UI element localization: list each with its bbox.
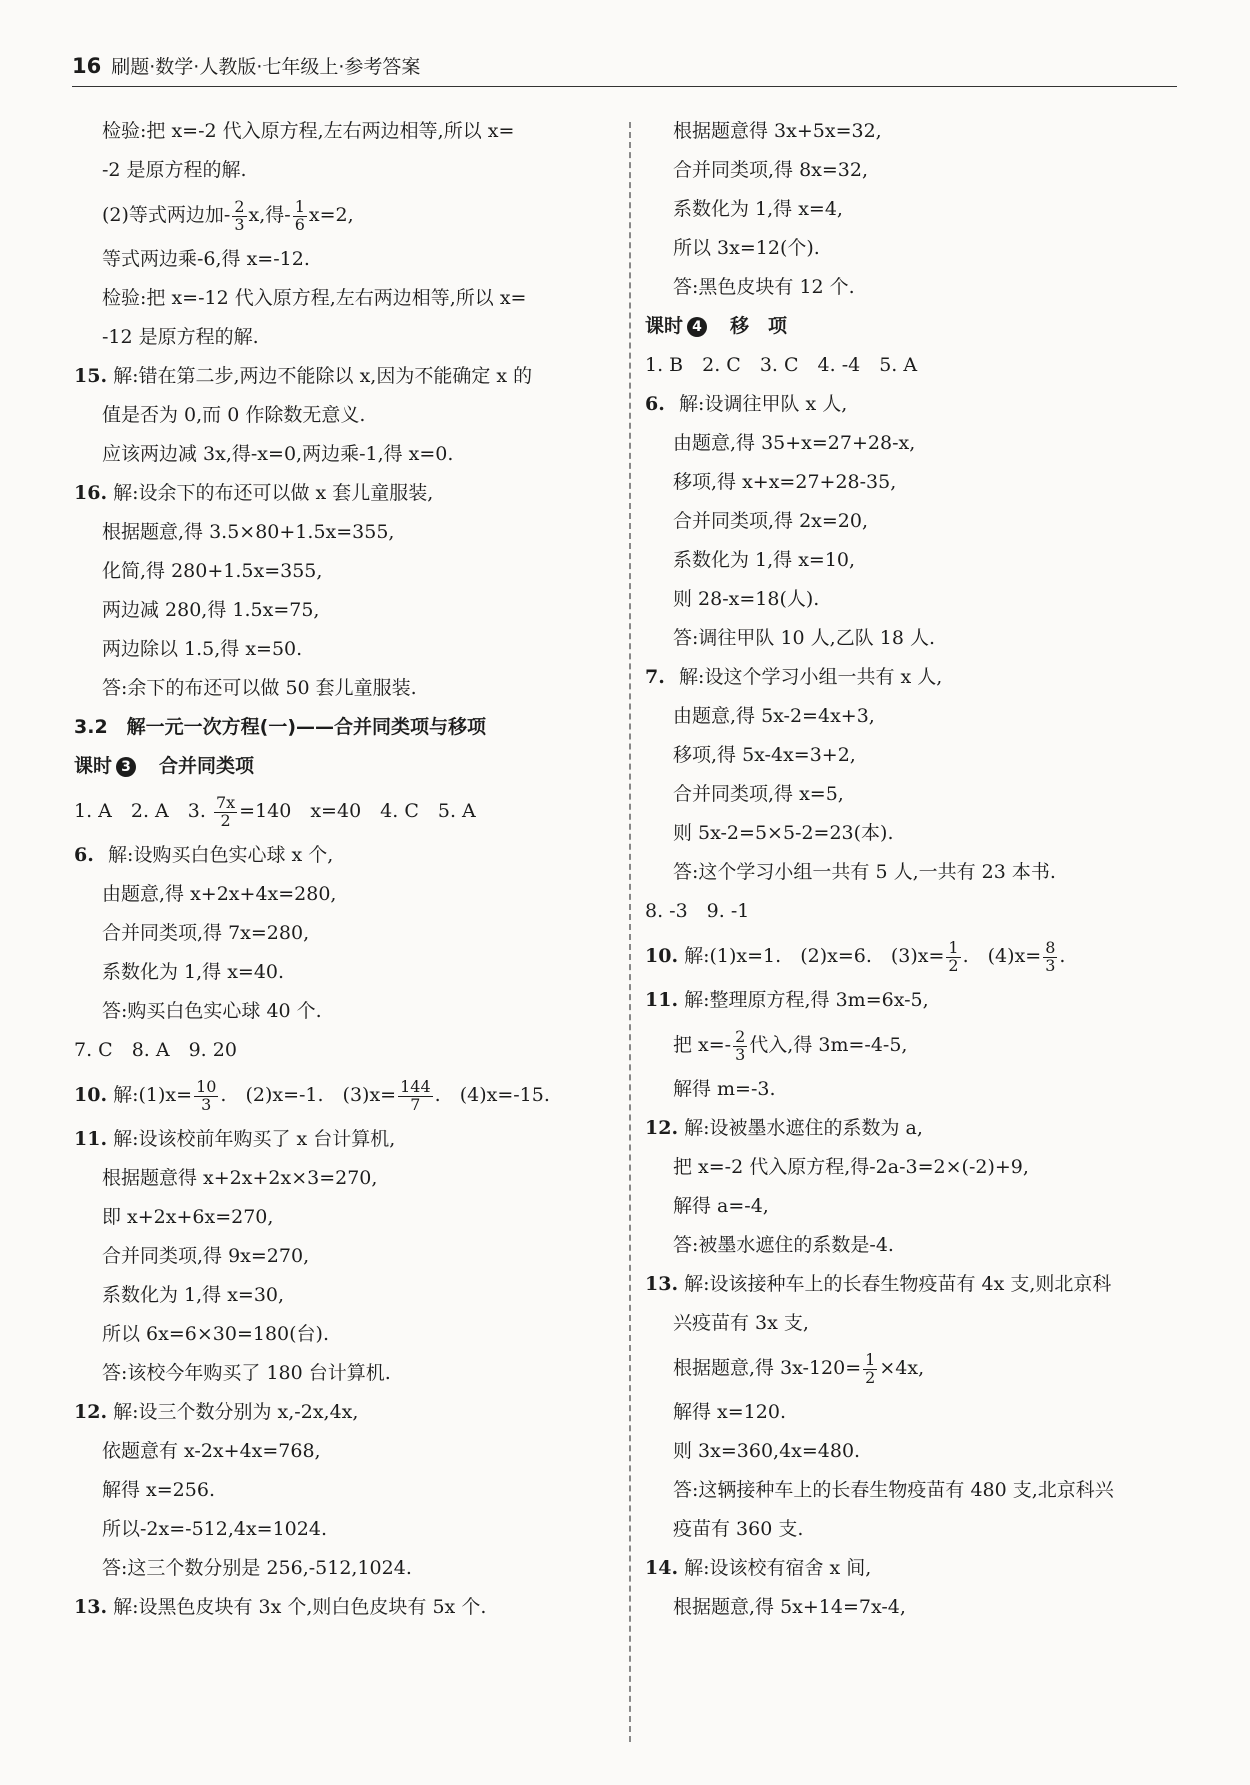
answer-line: 所以 6x=6×30=180(台). [102, 1323, 329, 1345]
answer-line: 把 x=-2 代入原方程,得-2a-3=2×(-2)+9, [673, 1156, 1029, 1178]
answer-line: 等式两边乘-6,得 x=-12. [102, 248, 310, 270]
lesson-number-badge: 4 [687, 317, 707, 337]
answer-line: 两边减 280,得 1.5x=75, [102, 599, 320, 621]
answer-line: 答:被墨水遮住的系数是-4. [673, 1234, 894, 1256]
answer-line: 答:调往甲队 10 人,乙队 18 人. [673, 627, 935, 649]
fraction: $\frac{1}{2}$ [865, 1349, 876, 1387]
answer-line: 答:购买白色实心球 40 个. [102, 1000, 322, 1022]
question-11: 11. 解:整理原方程,得 3m=6x-5, [645, 989, 929, 1011]
page-title: 刷题·数学·人教版·七年级上·参考答案 [111, 56, 421, 78]
answer-line: 根据题意,得 5x+14=7x-4, [673, 1596, 906, 1618]
lesson-number-badge: 3 [116, 757, 136, 777]
answer-line: 两边除以 1.5,得 x=50. [102, 638, 303, 660]
answer-line: 由题意,得 x+2x+4x=280, [102, 883, 337, 905]
question-11: 11. 解:设该校前年购买了 x 台计算机, [74, 1128, 396, 1150]
answer-line: 则 28-x=18(人). [673, 588, 820, 610]
answer-line: 疫苗有 360 支. [673, 1518, 804, 1540]
answer-line: 系数化为 1,得 x=10, [673, 549, 856, 571]
answer-line: 答:这辆接种车上的长春生物疫苗有 480 支,北京科兴 [673, 1479, 1114, 1501]
right-column [645, 112, 1185, 1627]
answer-line: 1. A 2. A 3. $\frac{7x}{2}$ =140 x=40 4. C 5. A [74, 792, 476, 830]
answer-line: 即 x+2x+6x=270, [102, 1206, 274, 1228]
answer-line: 系数化为 1,得 x=40. [102, 961, 285, 983]
answer-line: 根据题意得 x+2x+2x×3=270, [102, 1167, 378, 1189]
fraction: $\frac{10}{3}$ [196, 1076, 217, 1114]
answer-line: 答:黑色皮块有 12 个. [673, 276, 855, 298]
answer-line: 解得 x=256. [102, 1479, 215, 1501]
answer-line: 根据题意得 3x+5x=32, [673, 120, 882, 142]
answer-line: 合并同类项,得 7x=280, [102, 922, 310, 944]
answer-line: 答:这三个数分别是 256,-512,1024. [102, 1557, 412, 1579]
question-12: 12. 解:设被墨水遮住的系数为 a, [645, 1117, 923, 1139]
page-header [72, 52, 1177, 87]
answer-line: 移项,得 5x-4x=3+2, [673, 744, 856, 766]
answer-line: 化简,得 280+1.5x=355, [102, 560, 323, 582]
left-column [74, 112, 614, 1627]
answer-line: 解得 x=120. [673, 1401, 786, 1423]
page-number: 16 [72, 54, 102, 78]
answer-line: 兴疫苗有 3x 支, [673, 1312, 809, 1334]
section-heading: 3.2 解一元一次方程(一)——合并同类项与移项 [74, 716, 487, 738]
answer-line: 应该两边减 3x,得-x=0,两边乘-1,得 x=0. [102, 443, 454, 465]
answer-line: 解得 m=-3. [673, 1078, 776, 1100]
answer-line: 系数化为 1,得 x=30, [102, 1284, 285, 1306]
answer-line: 由题意,得 5x-2=4x+3, [673, 705, 875, 727]
answer-line: 答:这个学习小组一共有 5 人,一共有 23 本书. [673, 861, 1056, 883]
answer-line: 所以-2x=-512,4x=1024. [102, 1518, 327, 1540]
answer-line: 合并同类项,得 8x=32, [673, 159, 869, 181]
question-7: 7. 解:设这个学习小组一共有 x 人, [645, 666, 943, 688]
answer-line: 移项,得 x+x=27+28-35, [673, 471, 897, 493]
question-6: 6. 解:设调往甲队 x 人, [645, 393, 848, 415]
lesson-heading: 课时 3 合并同类项 [74, 755, 255, 777]
question-6: 6. 解:设购买白色实心球 x 个, [74, 844, 334, 866]
fraction: $\frac{8}{3}$ [1045, 937, 1056, 975]
answer-line: 则 5x-2=5×5-2=23(本). [673, 822, 894, 844]
answer-line: 根据题意,得 3.5×80+1.5x=355, [102, 521, 395, 543]
answer-line: 所以 3x=12(个). [673, 237, 820, 259]
answer-line: 合并同类项,得 x=5, [673, 783, 844, 805]
answer-line: 由题意,得 35+x=27+28-x, [673, 432, 916, 454]
answer-line: 值是否为 0,而 0 作除数无意义. [102, 404, 366, 426]
fraction: $\frac{7x}{2}$ [215, 792, 236, 830]
answer-line: 检验:把 x=-2 代入原方程,左右两边相等,所以 x= [102, 120, 515, 142]
fraction: $\frac{1}{6}$ [294, 196, 305, 234]
answer-line: 系数化为 1,得 x=4, [673, 198, 843, 220]
fraction: $\frac{2}{3}$ [234, 196, 245, 234]
question-13: 13. 解:设黑色皮块有 3x 个,则白色皮块有 5x 个. [74, 1596, 487, 1618]
answer-line: 答:该校今年购买了 180 台计算机. [102, 1362, 391, 1384]
answer-line: -2 是原方程的解. [102, 159, 247, 181]
fraction: $\frac{2}{3}$ [735, 1026, 746, 1064]
answer-line: 解得 a=-4, [673, 1195, 769, 1217]
answer-line: 1. B 2. C 3. C 4. -4 5. A [645, 354, 918, 376]
fraction: $\frac{1}{2}$ [948, 937, 959, 975]
question-12: 12. 解:设三个数分别为 x,-2x,4x, [74, 1401, 359, 1423]
lesson-heading: 课时 4 移 项 [645, 315, 788, 337]
answer-line: 检验:把 x=-12 代入原方程,左右两边相等,所以 x= [102, 287, 527, 309]
answer-line: 答:余下的布还可以做 50 套儿童服装. [102, 677, 417, 699]
question-16: 16. 解:设余下的布还可以做 x 套儿童服装, [74, 482, 434, 504]
answer-line: 依题意有 x-2x+4x=768, [102, 1440, 321, 1462]
column-divider [629, 122, 631, 1742]
answer-line: 把 x=- $\frac{2}{3}$ 代入,得 3m=-4-5, [673, 1026, 908, 1064]
answer-line: -12 是原方程的解. [102, 326, 259, 348]
question-10: 10. 解:(1)x=1. (2)x=6. (3)x= $\frac{1}{2}$ . (4)x= $\frac{8}{3}$ . [645, 937, 1066, 975]
question-10: 10. 解:(1)x= $\frac{10}{3}$ . (2)x=-1. (3)x= $\frac{144}{7}$ . (4)x=-15. [74, 1076, 550, 1114]
question-15: 15. 解:错在第二步,两边不能除以 x,因为不能确定 x 的 [74, 365, 533, 387]
fraction: $\frac{144}{7}$ [400, 1076, 431, 1114]
answer-line: 根据题意,得 3x-120= $\frac{1}{2}$ ×4x, [673, 1349, 925, 1387]
answer-line: 合并同类项,得 9x=270, [102, 1245, 310, 1267]
question-13: 13. 解:设该接种车上的长春生物疫苗有 4x 支,则北京科 [645, 1273, 1112, 1295]
answer-line: 合并同类项,得 2x=20, [673, 510, 869, 532]
answer-line: (2)等式两边加- $\frac{2}{3}$ x,得- $\frac{1}{6}$ x=2, [102, 196, 354, 234]
answer-line: 则 3x=360,4x=480. [673, 1440, 861, 1462]
answer-line: 7. C 8. A 9. 20 [74, 1039, 237, 1061]
answer-line: 8. -3 9. -1 [645, 900, 750, 922]
question-14: 14. 解:设该校有宿舍 x 间, [645, 1557, 872, 1579]
